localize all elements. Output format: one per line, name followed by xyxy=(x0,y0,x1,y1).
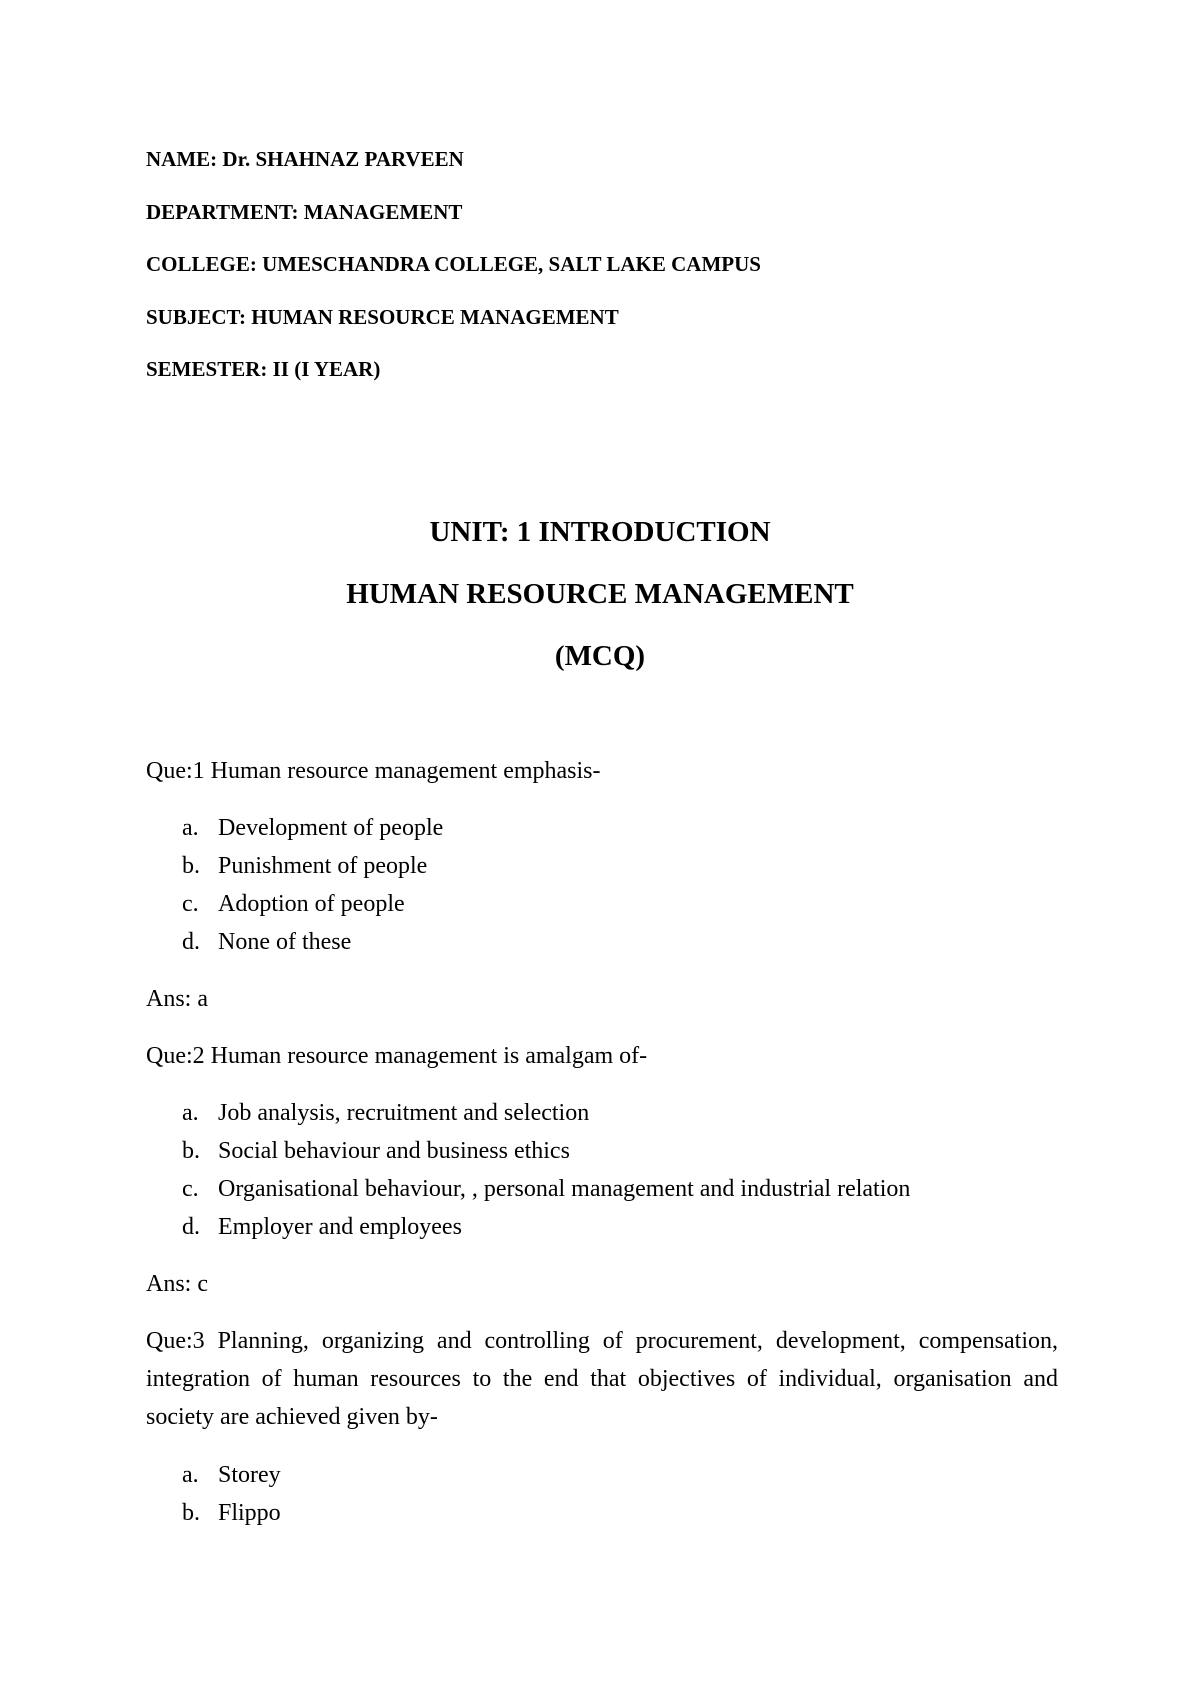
q1-option-d xyxy=(182,929,351,956)
mcq-title: (MCQ) xyxy=(554,640,646,672)
option-text: Punishment of people xyxy=(218,853,428,879)
option-letter: d. xyxy=(182,929,200,955)
option-text: Flippo xyxy=(218,1500,281,1526)
option-letter: a. xyxy=(182,1462,199,1488)
semester-line: SEMESTER: II (I YEAR) xyxy=(146,357,381,381)
option-letter: c. xyxy=(182,891,199,917)
q3-option-a xyxy=(182,1462,281,1489)
unit-title: UNIT: 1 INTRODUCTION xyxy=(429,516,771,548)
author-name: NAME: Dr. SHAHNAZ PARVEEN xyxy=(146,147,464,171)
option-text: Social behaviour and business ethics xyxy=(218,1138,570,1164)
option-text: Employer and employees xyxy=(218,1214,462,1240)
q2-option-a xyxy=(182,1100,589,1127)
q1-option-c xyxy=(182,891,405,918)
college-line: COLLEGE: UMESCHANDRA COLLEGE, SALT LAKE CAMPUS xyxy=(146,252,761,276)
q2-option-b xyxy=(182,1138,570,1165)
department-line: DEPARTMENT: MANAGEMENT xyxy=(146,200,463,224)
q2-option-d xyxy=(182,1214,462,1241)
question-3: Que:3 Planning, organizing and controlling of procurement, development, compensation, integration of human resources to the end that objectives of individual, organisation and society are achieved given by- xyxy=(146,1328,1058,1430)
option-text: Storey xyxy=(218,1462,281,1488)
option-letter: d. xyxy=(182,1214,200,1240)
subject-line: SUBJECT: HUMAN RESOURCE MANAGEMENT xyxy=(146,305,619,329)
option-text: Organisational behaviour, , personal management and industrial relation xyxy=(218,1176,911,1202)
option-letter: b. xyxy=(182,853,200,879)
answer-2: Ans: c xyxy=(146,1271,208,1297)
q1-option-b xyxy=(182,853,427,880)
option-letter: c. xyxy=(182,1176,199,1202)
question-1: Que:1 Human resource management emphasis- xyxy=(146,758,601,784)
option-letter: a. xyxy=(182,815,199,841)
answer-1: Ans: a xyxy=(146,986,208,1012)
option-text: None of these xyxy=(218,929,352,955)
option-letter: b. xyxy=(182,1138,200,1164)
q2-option-c xyxy=(182,1176,910,1203)
option-text: Development of people xyxy=(218,815,444,841)
option-letter: b. xyxy=(182,1500,200,1526)
option-text: Adoption of people xyxy=(218,891,405,917)
question-2: Que:2 Human resource management is amalgam of- xyxy=(146,1043,648,1069)
option-letter: a. xyxy=(182,1100,199,1126)
q1-option-a xyxy=(182,815,443,842)
subject-title: HUMAN RESOURCE MANAGEMENT xyxy=(346,578,854,610)
option-text: Job analysis, recruitment and selection xyxy=(218,1100,590,1126)
q3-option-b xyxy=(182,1500,281,1527)
